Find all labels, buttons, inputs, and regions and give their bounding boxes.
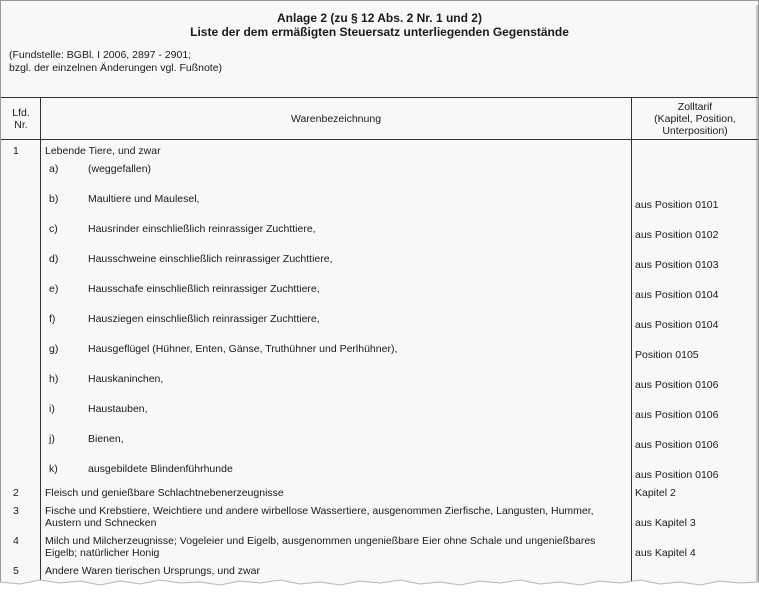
column-header-ware: Warenbezeichnung bbox=[290, 113, 382, 125]
column-header-nr: Lfd. Nr. bbox=[12, 107, 30, 131]
sub-item-letter: h) bbox=[49, 373, 59, 385]
row-text: Milch und Milcherzeugnisse; Vogeleier und Eigelb, ausgenommen ungenießbare Eier ohne Schale und ungenießbares Eigelb; natürlicher Honig bbox=[45, 535, 596, 559]
zolltarif-value: aus Position 0106 bbox=[635, 409, 719, 421]
sub-item-letter: c) bbox=[49, 223, 58, 235]
row-text: Lebende Tiere, und zwar bbox=[45, 145, 161, 157]
source-note: (Fundstelle: BGBl. I 2006, 2897 - 2901; bbox=[9, 49, 192, 61]
torn-edge-decoration bbox=[0, 572, 759, 592]
zolltarif-value: aus Kapitel 3 bbox=[635, 517, 696, 529]
sub-item-letter: e) bbox=[49, 283, 59, 295]
sub-item-letter: f) bbox=[49, 313, 56, 325]
sub-item-text: Hausgeflügel (Hühner, Enten, Gänse, Truthühner und Perlhühner), bbox=[88, 343, 398, 355]
zolltarif-value: aus Position 0101 bbox=[635, 199, 719, 211]
row-number: 4 bbox=[13, 535, 19, 547]
sub-item-text: Hausschweine einschließlich reinrassiger Zuchttiere, bbox=[88, 253, 333, 265]
sub-item-letter: g) bbox=[49, 343, 59, 355]
sub-item-text: Maultiere und Maulesel, bbox=[88, 193, 200, 205]
zolltarif-value: Kapitel 2 bbox=[635, 487, 676, 499]
page-shadow bbox=[756, 5, 758, 592]
sub-item-text: Bienen, bbox=[88, 433, 124, 445]
zolltarif-value: aus Position 0102 bbox=[635, 229, 719, 241]
sub-item-letter: j) bbox=[49, 433, 55, 445]
column-divider bbox=[40, 97, 41, 591]
row-number: 5 bbox=[13, 565, 19, 577]
document-subtitle: Liste der dem ermäßigten Steuersatz unterliegenden Gegenstände bbox=[190, 25, 569, 39]
zolltarif-value: aus Position 0106 bbox=[635, 469, 719, 481]
row-number: 1 bbox=[13, 145, 19, 157]
sub-item-text: ausgebildete Blindenführhunde bbox=[88, 463, 233, 475]
sub-item-letter: b) bbox=[49, 193, 59, 205]
zolltarif-value: Position 0105 bbox=[635, 349, 699, 361]
sub-item-text: (weggefallen) bbox=[88, 163, 152, 175]
source-note-2: bzgl. der einzelnen Änderungen vgl. Fußnote) bbox=[9, 62, 223, 74]
document-title: Anlage 2 (zu § 12 Abs. 2 Nr. 1 und 2) bbox=[277, 11, 482, 25]
column-header-zolltarif: Zolltarif (Kapitel, Position, Unterposition) bbox=[654, 101, 736, 137]
row-text: Andere Waren tierischen Ursprungs, und zwar bbox=[45, 565, 260, 577]
zolltarif-value: aus Position 0104 bbox=[635, 289, 719, 301]
row-number: 3 bbox=[13, 505, 19, 517]
sub-item-letter: i) bbox=[49, 403, 55, 415]
sub-item-text: Hausziegen einschließlich reinrassiger Zuchttiere, bbox=[88, 313, 320, 325]
column-divider bbox=[631, 97, 632, 591]
sub-item-letter: d) bbox=[49, 253, 59, 265]
row-text: Fische und Krebstiere, Weichtiere und andere wirbellose Wassertiere, ausgenommen Zierfische, Langusten, Hummer, Austern und Schnecken bbox=[45, 505, 594, 529]
row-text: Fleisch und genießbare Schlachtnebenerzeugnisse bbox=[45, 487, 284, 499]
zolltarif-value: aus Position 0104 bbox=[635, 319, 719, 331]
sub-item-text: Hauskaninchen, bbox=[88, 373, 164, 385]
zolltarif-value: aus Position 0103 bbox=[635, 259, 719, 271]
table-top-border bbox=[1, 97, 758, 98]
zolltarif-value: aus Position 0106 bbox=[635, 379, 719, 391]
table-header-border bbox=[1, 139, 758, 140]
sub-item-text: Hausrinder einschließlich reinrassiger Zuchttiere, bbox=[88, 223, 316, 235]
sub-item-text: Haustauben, bbox=[88, 403, 148, 415]
sub-item-text: Hausschafe einschließlich reinrassiger Zuchttiere, bbox=[88, 283, 320, 295]
row-number: 2 bbox=[13, 487, 19, 499]
zolltarif-value: aus Kapitel 4 bbox=[635, 547, 696, 559]
zolltarif-value: aus Position 0106 bbox=[635, 439, 719, 451]
sub-item-letter: a) bbox=[49, 163, 59, 175]
sub-item-letter: k) bbox=[49, 463, 58, 475]
